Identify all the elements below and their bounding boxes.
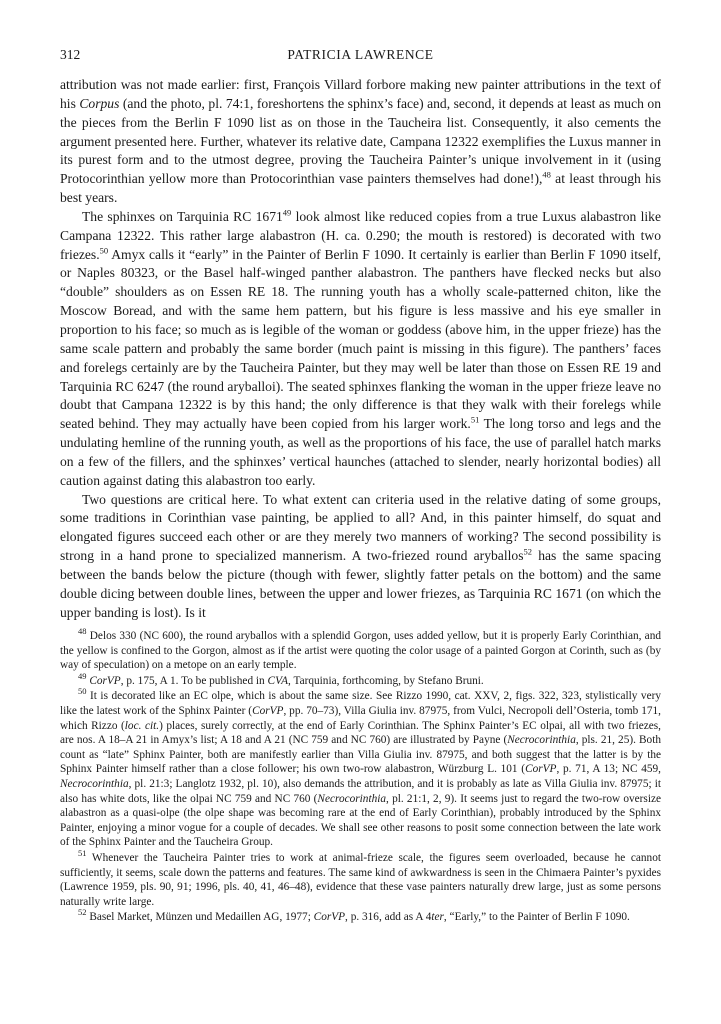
text-run: The long torso and legs and the undulating hemline of the running youth, as well as the proportions of his face, the use of parallel hatch marks on a few of the fillers, and the sphinxes’ vertical haunches (attached to slender, nearly horizontal bodies) all caution against dating this alabastron too early. [60,416,661,488]
running-head-author: PATRICIA LAWRENCE [287,47,434,62]
italic-title: Necrocorinthia [507,734,576,747]
text-run: Amyx calls it “early” in the Painter of Berlin F 1090. It certainly is earlier than Berlin F 1090 itself, or Naples 80323, or the Basel half-winged panther alabastron. The panthers have flecked necks but also “double” shoulders as on Essen RE 18. The running youth has a wholly scale-patterned chiton, like the Moscow Boread, and with the same hem pattern, but his figure is less massive and his eye smaller in proportion to his face; so much as is legible of the woman or goddess (above him, in the upper frieze) has the same scale pattern and probably the same border (much paint is missing in this figure). The panthers’ faces and forelegs certainly are by the Taucheira Painter, but they may well be later than those on Essen RE 19 and Tarquinia RC 6247 (the round aryballoi). The seated sphinxes flanking the woman in the upper frieze leave no doubt that Campana 12322 is by this hand; the only difference is that they walk with their forelegs while seated behind. They may actually have been copied from his larger work. [60,246,661,432]
footnote-text: Whenever the Taucheira Painter tries to work at animal-frieze scale, the figures seem overloaded, because he cannot sufficiently, it seems, scale down the patterns and features. The same kind of awkwardness is seen in the Chimaera Painter’s pyxides (Lawrence 1959, pls. 90, 91; 1996, pls. 40, 41, 46–48), evidence that these vase painters naturally drew large, just as some persons naturally write large. [60,851,661,908]
footnote-ref-52[interactable]: 52 [523,546,532,557]
footnote-49 [60,671,661,689]
footnote-text: Delos 330 (NC 600), the round aryballos with a splendid Gorgon, uses added yellow, but it is properly Early Corinthian, and the yellow is confined to the Gorgon, almost as if the artist were quoting the color usage of a painted Gorgon at Corinth, such as (by way of speculation) on a metope on an early temple. [60,630,661,672]
text-run: , “Early,” to the Painter of Berlin F 1090. [443,911,630,924]
italic-title: Necrocorinthia [60,777,129,790]
text-run: look almost like reduced copies from a true Luxus alabastron like Campana 12322. This rather large alabastron (H. ca. 0.290; the mouth is restored) is decorated with two friezes. [60,208,661,262]
footnote-number: 50 [78,686,87,697]
text-run: , pl. 21:1, 2, 9). It seems just to regard the two-row oversize alabastron as a quasi-olpe (the olpe shape was becoming rare at the end of Early Corinthian), probably introduced by the Sphinx Painter, enjoying a minor vogue for a couple of decades. We shall see other reasons to posit some connection between the late work of the Sphinx Painter and the Taucheira Group. [60,792,661,849]
text-run: Two questions are critical here. To what extent can criteria used in the relative dating of some groups, some traditions in Corinthian vase painting, be applied to all? And, in this painter himself, do squat and elongated figures succeed each other or are they merely two manners of working? The second possibility is strong in a hand prone to specialized mannerism. A two-friezed round aryballos [60,491,661,564]
page-number: 312 [60,47,81,62]
footnote-ref-51[interactable]: 51 [470,414,480,425]
text-run: has the same spacing between the bands below the picture (though with fewer, slightly fatter petals on the bottom) and the same double dicing between double lines, between the upper and lower friezes, as Tarquinia RC 1671 (on which the upper banding is lost). Is it [60,548,661,620]
text-run: It is decorated like an EC olpe, which is about the same size. See Rizzo 1990, cat. XXV, 2, figs. 322, 323, stylistically very like the latest work of the Sphinx Painter ( [60,690,661,717]
text-run: , Tarquinia, forthcoming, by Stefano Bruni. [288,674,484,687]
text-run: ) places, surely correctly, at the end of Early Corinthian. The Sphinx Painter’s EC olpai, all with two friezes, are nos. A 18–A 21 in Amyx’s list; A 18 and A 21 (NC 759 and NC 760) are illustrated by Payne ( [60,719,661,747]
text-run: , pls. 21, 25). Both count as “late” Sphinx Painter, both are manifestly earlier than Villa Giulia inv. 87975, and both suggest that the latter is by the Sphinx Painter himself rather than a close follower; his own two-row alabastron, Würzburg L. 101 ( [60,734,661,776]
text-run: , p. 316, add as A 4 [345,911,432,924]
footnote-50 [60,686,661,850]
text-run: , pp. 70–73), Villa Giulia inv. 87975, from Vulci, Necropoli dell’Osteria, tomb 171, which Rizzo ( [60,704,661,732]
footnotes [60,626,661,926]
footnote-51 [60,848,661,909]
italic-title: CVA [267,674,289,687]
footnote-ref-49[interactable]: 49 [282,207,292,218]
italic-title: CorVP [252,704,284,717]
italic-title: CorVP [89,674,121,687]
italic-title: Necrocorinthia [317,792,387,805]
text-run: The sphinxes on Tarquinia RC 1671 [82,208,283,224]
paragraph-2 [60,208,661,491]
italic-title: CorVP [313,911,346,924]
text-run: Basel Market, Münzen und Medaillen AG, 1977; [89,911,314,924]
main-text [60,76,661,622]
footnote-52 [60,907,661,925]
italic-title: Corpus [79,95,120,111]
text-run: (and the photo, pl. 74:1, foreshortens the sphinx’s face) and, second, it depends at least as much on the pieces from the Berlin F 1090 list as on those in the Taucheira list. Consequently, it also cements the argument presented here. Further, whatever its relative date, Campana 12322 exemplifies the Luxus manner in its purest form and to the utmost degree, proving the Taucheira Painter’s unique involvement in it (using Protocorinthian yellow more than Protocorinthian vase painters themselves had done!), [60,95,662,187]
footnote-number: 49 [78,671,87,682]
text-run: , p. 71, A 13; NC 459, [556,763,661,776]
footnote-ref-48[interactable]: 48 [542,169,551,180]
footnote-number: 51 [78,848,87,859]
footnote-ref-50[interactable]: 50 [99,245,109,256]
paragraph-1 [60,76,661,208]
italic-title: ter [431,911,444,924]
running-header [60,47,661,65]
text-run: , pl. 21:3; Langlotz 1932, pl. 10), also demands the attribution, and it is probably as late as Villa Giulia inv. 87975; it also has white dots, like the olpai NC 759 and NC 760 ( [60,777,661,805]
footnote-48 [60,626,661,673]
text-run: at least through his best years. [60,171,661,206]
paragraph-3 [60,491,661,623]
footnote-number: 52 [78,907,87,918]
italic-title: loc. cit. [124,719,160,732]
italic-title: CorVP [525,763,557,776]
footnote-number: 48 [78,626,87,637]
text-run: , p. 175, A 1. To be published in [120,674,268,687]
text-run: attribution was not made earlier: first, François Villard forbore making new painter attributions in the text of his [60,77,661,111]
